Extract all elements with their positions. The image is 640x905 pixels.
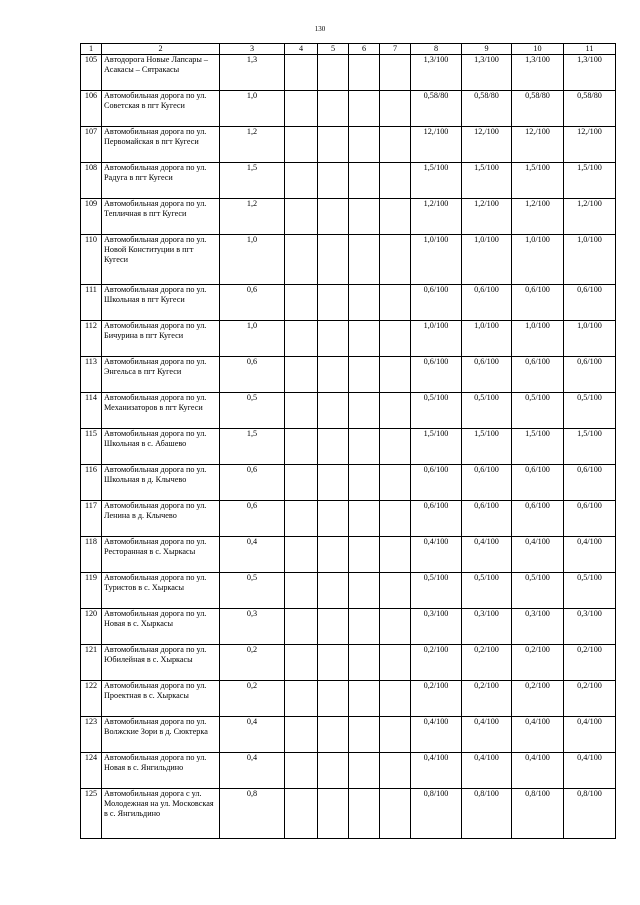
empty-cell [380,55,411,91]
empty-cell [318,199,349,235]
cell-value: 0,6/100 [411,465,462,501]
cell-value: 0,6/100 [462,501,512,537]
cell-value: 0,8/100 [512,789,564,839]
cell-value: 0,2/100 [411,645,462,681]
empty-cell [349,163,380,199]
cell-value: 0,3/100 [512,609,564,645]
cell-value: 0,4 [220,537,285,573]
cell-value: 0,2/100 [564,645,616,681]
cell-value: 1,0/100 [512,235,564,285]
cell-value: 1,5/100 [411,429,462,465]
table-row [81,501,616,537]
cell-value: 1,0/100 [462,321,512,357]
cell-value: 0,6/100 [411,501,462,537]
table-row [81,753,616,789]
empty-cell [318,235,349,285]
table-row [81,285,616,321]
cell-value: 1,0 [220,321,285,357]
empty-cell [285,429,318,465]
empty-cell [380,681,411,717]
cell-value: 0,4/100 [411,753,462,789]
roads-table [80,43,616,839]
empty-cell [318,285,349,321]
empty-cell [380,717,411,753]
cell-value: 1,5 [220,163,285,199]
row-number: 116 [81,465,102,501]
cell-value: 12,/100 [411,127,462,163]
cell-value: 1,2/100 [512,199,564,235]
cell-value: 0,6/100 [512,465,564,501]
row-number: 118 [81,537,102,573]
cell-value: 1,0/100 [512,321,564,357]
empty-cell [349,429,380,465]
row-number: 125 [81,789,102,839]
cell-value: 0,8/100 [564,789,616,839]
cell-value: 0,3/100 [462,609,512,645]
empty-cell [349,681,380,717]
empty-cell [285,717,318,753]
cell-value: 0,4/100 [564,753,616,789]
cell-value: 0,6/100 [564,501,616,537]
empty-cell [349,127,380,163]
empty-cell [380,789,411,839]
empty-cell [285,681,318,717]
col-header: 5 [318,44,349,55]
cell-value: 1,0/100 [411,235,462,285]
cell-value: 1,2 [220,127,285,163]
empty-cell [349,717,380,753]
cell-value: 0,4/100 [462,717,512,753]
cell-value: 1,0/100 [411,321,462,357]
empty-cell [349,645,380,681]
empty-cell [285,163,318,199]
cell-value: 0,4/100 [462,537,512,573]
cell-value: 1,5/100 [512,429,564,465]
table-row [81,357,616,393]
cell-value: 1,3/100 [512,55,564,91]
col-header: 4 [285,44,318,55]
road-name: Автомобильная дорога по ул. Школьная в с. Абашево [102,429,220,465]
empty-cell [285,789,318,839]
cell-value: 1,3/100 [411,55,462,91]
empty-cell [380,609,411,645]
empty-cell [349,55,380,91]
empty-cell [380,429,411,465]
row-number: 112 [81,321,102,357]
empty-cell [380,163,411,199]
cell-value: 0,5/100 [564,393,616,429]
cell-value: 0,4/100 [411,717,462,753]
col-header: 6 [349,44,380,55]
cell-value: 0,3 [220,609,285,645]
row-number: 123 [81,717,102,753]
road-name: Автодорога Новые Лапсары – Асакасы – Сятракасы [102,55,220,91]
cell-value: 1,5/100 [462,163,512,199]
empty-cell [349,465,380,501]
cell-value: 12,/100 [462,127,512,163]
empty-cell [318,789,349,839]
cell-value: 0,5/100 [411,393,462,429]
header-row [81,44,616,55]
cell-value: 0,2/100 [462,645,512,681]
cell-value: 1,5/100 [564,429,616,465]
row-number: 122 [81,681,102,717]
road-name: Автомобильная дорога по ул. Юбилейная в с. Хыркасы [102,645,220,681]
empty-cell [380,753,411,789]
cell-value: 0,5/100 [462,393,512,429]
road-name: Автомобильная дорога по ул. Новая в с. Янгильдино [102,753,220,789]
cell-value: 1,3/100 [462,55,512,91]
empty-cell [285,55,318,91]
empty-cell [285,537,318,573]
table-row [81,645,616,681]
road-name: Автомобильная дорога по ул. Проектная в с. Хыркасы [102,681,220,717]
cell-value: 1,0 [220,91,285,127]
road-name: Автомобильная дорога по ул. Ресторанная в с. Хыркасы [102,537,220,573]
empty-cell [318,163,349,199]
road-name: Автомобильная дорога по ул. Бичурина в пгт Кугеси [102,321,220,357]
empty-cell [380,501,411,537]
col-header: 9 [462,44,512,55]
empty-cell [285,393,318,429]
cell-value: 0,8/100 [462,789,512,839]
cell-value: 0,2/100 [512,645,564,681]
cell-value: 1,0/100 [564,235,616,285]
empty-cell [349,393,380,429]
empty-cell [380,285,411,321]
cell-value: 0,2 [220,645,285,681]
cell-value: 1,5/100 [512,163,564,199]
cell-value: 0,6/100 [411,357,462,393]
empty-cell [349,609,380,645]
col-header: 10 [512,44,564,55]
row-number: 119 [81,573,102,609]
empty-cell [285,753,318,789]
table-row [81,609,616,645]
road-name: Автомобильная дорога по ул. Новой Конституции в пгт Кугеси [102,235,220,285]
empty-cell [318,429,349,465]
row-number: 114 [81,393,102,429]
empty-cell [349,357,380,393]
cell-value: 0,58/80 [411,91,462,127]
cell-value: 0,58/80 [512,91,564,127]
empty-cell [318,501,349,537]
col-header: 3 [220,44,285,55]
empty-cell [349,573,380,609]
road-name: Автомобильная дорога по ул. Новая в с. Хыркасы [102,609,220,645]
empty-cell [318,753,349,789]
empty-cell [285,235,318,285]
cell-value: 0,6/100 [512,357,564,393]
cell-value: 0,6 [220,285,285,321]
cell-value: 0,4/100 [512,717,564,753]
empty-cell [349,537,380,573]
road-name: Автомобильная дорога по ул. Тепличная в пгт Кугеси [102,199,220,235]
cell-value: 0,2 [220,681,285,717]
row-number: 109 [81,199,102,235]
row-number: 117 [81,501,102,537]
cell-value: 0,6/100 [512,501,564,537]
cell-value: 0,6 [220,465,285,501]
empty-cell [349,91,380,127]
col-header: 11 [564,44,616,55]
table-row [81,537,616,573]
table-row [81,573,616,609]
empty-cell [318,465,349,501]
empty-cell [318,127,349,163]
cell-value: 1,5/100 [462,429,512,465]
cell-value: 0,8/100 [411,789,462,839]
empty-cell [380,321,411,357]
empty-cell [349,235,380,285]
row-number: 120 [81,609,102,645]
row-number: 105 [81,55,102,91]
road-name: Автомобильная дорога по ул. Школьная в пгт Кугеси [102,285,220,321]
cell-value: 1,3 [220,55,285,91]
cell-value: 0,5 [220,573,285,609]
cell-value: 1,0/100 [564,321,616,357]
empty-cell [380,465,411,501]
road-name: Автомобильная дорога по ул. Радуга в пгт Кугеси [102,163,220,199]
empty-cell [380,127,411,163]
cell-value: 0,6 [220,357,285,393]
table-row [81,681,616,717]
road-name: Автомобильная дорога по ул. Ленина в д. Клычево [102,501,220,537]
cell-value: 1,0 [220,235,285,285]
road-name: Автомобильная дорога по ул. Школьная в д. Клычево [102,465,220,501]
table-row [81,465,616,501]
empty-cell [285,127,318,163]
empty-cell [380,645,411,681]
road-name: Автомобильная дорога по ул. Механизаторов в пгт Кугеси [102,393,220,429]
cell-value: 0,4/100 [462,753,512,789]
cell-value: 0,6/100 [462,285,512,321]
empty-cell [318,537,349,573]
cell-value: 0,6/100 [462,357,512,393]
empty-cell [380,573,411,609]
empty-cell [285,199,318,235]
empty-cell [349,321,380,357]
col-header: 1 [81,44,102,55]
cell-value: 0,5/100 [411,573,462,609]
cell-value: 0,4/100 [512,753,564,789]
road-name: Автомобильная дорога по ул. Волжские Зори в д. Сюктерка [102,717,220,753]
cell-value: 0,5 [220,393,285,429]
cell-value: 0,5/100 [462,573,512,609]
table-row [81,235,616,285]
cell-value: 1,5/100 [564,163,616,199]
empty-cell [380,537,411,573]
col-header: 7 [380,44,411,55]
empty-cell [349,501,380,537]
cell-value: 0,6 [220,501,285,537]
empty-cell [349,199,380,235]
cell-value: 12,/100 [564,127,616,163]
cell-value: 0,6/100 [564,357,616,393]
cell-value: 0,6/100 [462,465,512,501]
col-header: 2 [102,44,220,55]
cell-value: 0,6/100 [564,465,616,501]
empty-cell [318,681,349,717]
cell-value: 0,2/100 [564,681,616,717]
cell-value: 0,5/100 [564,573,616,609]
empty-cell [285,285,318,321]
empty-cell [285,91,318,127]
table-row [81,127,616,163]
cell-value: 0,6/100 [512,285,564,321]
row-number: 106 [81,91,102,127]
road-name: Автомобильная дорога по ул. Первомайская в пгт Кугеси [102,127,220,163]
col-header: 8 [411,44,462,55]
empty-cell [380,235,411,285]
road-name: Автомобильная дорога по ул. Советская в пгт Кугеси [102,91,220,127]
empty-cell [285,645,318,681]
table-row [81,55,616,91]
row-number: 108 [81,163,102,199]
cell-value: 1,3/100 [564,55,616,91]
cell-value: 0,58/80 [462,91,512,127]
empty-cell [318,357,349,393]
table-row [81,429,616,465]
empty-cell [318,573,349,609]
empty-cell [380,199,411,235]
row-number: 124 [81,753,102,789]
empty-cell [349,285,380,321]
empty-cell [349,789,380,839]
table-row [81,321,616,357]
cell-value: 0,2/100 [411,681,462,717]
empty-cell [318,645,349,681]
cell-value: 1,0/100 [462,235,512,285]
empty-cell [380,393,411,429]
cell-value: 1,2 [220,199,285,235]
cell-value: 1,5/100 [411,163,462,199]
empty-cell [318,393,349,429]
row-number: 107 [81,127,102,163]
row-number: 115 [81,429,102,465]
cell-value: 0,4/100 [564,537,616,573]
cell-value: 1,2/100 [411,199,462,235]
cell-value: 0,3/100 [411,609,462,645]
empty-cell [285,465,318,501]
cell-value: 12,/100 [512,127,564,163]
cell-value: 0,4/100 [411,537,462,573]
table-row [81,199,616,235]
row-number: 111 [81,285,102,321]
road-name: Автомобильная дорога по ул. Энгельса в пгт Кугеси [102,357,220,393]
cell-value: 0,4/100 [564,717,616,753]
empty-cell [318,717,349,753]
cell-value: 0,6/100 [411,285,462,321]
table-row [81,91,616,127]
empty-cell [380,357,411,393]
empty-cell [318,609,349,645]
page-number: 130 [314,25,326,33]
cell-value: 0,2/100 [512,681,564,717]
table-row [81,163,616,199]
cell-value: 0,3/100 [564,609,616,645]
cell-value: 0,4 [220,753,285,789]
table-row [81,717,616,753]
row-number: 110 [81,235,102,285]
cell-value: 0,8 [220,789,285,839]
cell-value: 0,2/100 [462,681,512,717]
cell-value: 0,4 [220,717,285,753]
cell-value: 0,5/100 [512,573,564,609]
empty-cell [285,573,318,609]
empty-cell [318,91,349,127]
row-number: 113 [81,357,102,393]
cell-value: 0,5/100 [512,393,564,429]
road-name: Автомобильная дорога с ул. Молодежная на ул. Московская в с. Янгильдино [102,789,220,839]
empty-cell [285,501,318,537]
empty-cell [285,609,318,645]
cell-value: 1,2/100 [564,199,616,235]
empty-cell [318,321,349,357]
table-row [81,789,616,839]
road-name: Автомобильная дорога по ул. Туристов в с. Хыркасы [102,573,220,609]
cell-value: 1,2/100 [462,199,512,235]
table-row [81,393,616,429]
empty-cell [285,357,318,393]
empty-cell [285,321,318,357]
row-number: 121 [81,645,102,681]
cell-value: 0,58/80 [564,91,616,127]
empty-cell [318,55,349,91]
cell-value: 1,5 [220,429,285,465]
cell-value: 0,4/100 [512,537,564,573]
cell-value: 0,6/100 [564,285,616,321]
empty-cell [349,753,380,789]
empty-cell [380,91,411,127]
